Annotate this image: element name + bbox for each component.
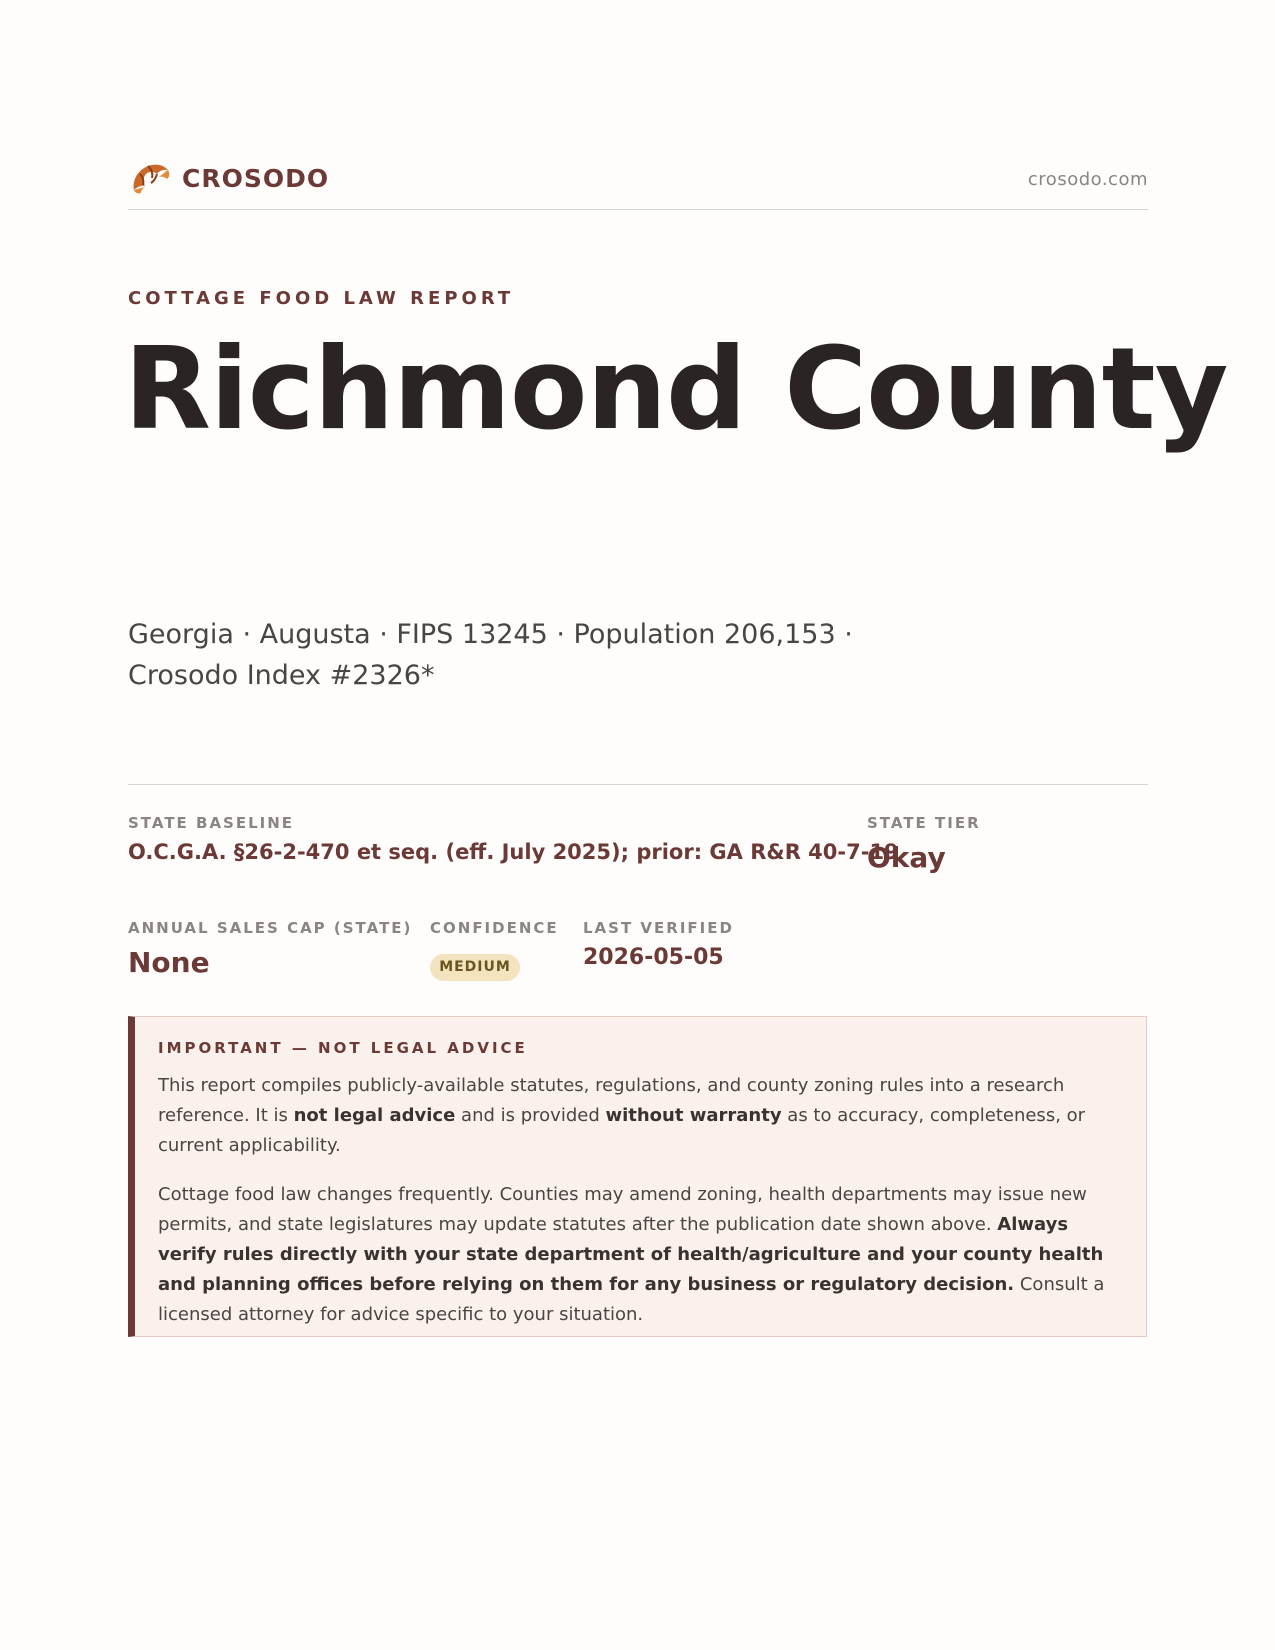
- county-meta-line-2: Crosodo Index #2326*: [128, 660, 435, 691]
- last-verified-value: 2026-05-05: [583, 945, 724, 970]
- confidence-label: CONFIDENCE: [430, 919, 559, 937]
- croissant-icon: [130, 160, 172, 198]
- page-header: [128, 160, 1148, 210]
- notice-paragraph-2: [158, 1180, 1128, 1330]
- brand-name: CROSODO: [182, 164, 330, 193]
- page-title: Richmond County: [124, 323, 1228, 455]
- legal-notice: [128, 1016, 1147, 1337]
- sales-cap-label: ANNUAL SALES CAP (STATE): [128, 919, 413, 937]
- last-verified-label: LAST VERIFIED: [583, 919, 734, 937]
- section-divider: [128, 784, 1148, 785]
- notice-emphasis: without warranty: [605, 1105, 782, 1126]
- county-meta: [128, 614, 888, 696]
- sales-cap-value: None: [128, 946, 210, 979]
- header-divider: [128, 209, 1148, 210]
- notice-paragraph-1: [158, 1071, 1128, 1161]
- confidence-badge: MEDIUM: [430, 954, 520, 981]
- notice-text: and is provided: [455, 1105, 606, 1126]
- state-baseline-label: STATE BASELINE: [128, 814, 295, 832]
- state-tier-value: Okay: [867, 841, 946, 874]
- notice-emphasis: not legal advice: [293, 1105, 456, 1126]
- state-baseline-value: O.C.G.A. §26-2-470 et seq. (eff. July 2025); prior: GA R&R 40-7-19: [128, 840, 899, 864]
- notice-title: IMPORTANT — NOT LEGAL ADVICE: [158, 1039, 528, 1057]
- notice-text: This report compiles publicly-available statutes, regulations, and county zoning rules into a research reference. It is: [158, 1075, 1065, 1126]
- site-url[interactable]: crosodo.com: [1027, 169, 1148, 190]
- notice-text: Cottage food law changes frequently. Counties may amend zoning, health departments may issue new permits, and state legislatures may update statutes after the publication date shown above.: [158, 1184, 1087, 1235]
- county-meta-line-1: Georgia · Augusta · FIPS 13245 · Population 206,153 ·: [128, 619, 853, 650]
- notice-text: Consult a licensed attorney for advice specific to your situation.: [158, 1274, 1105, 1325]
- notice-text: as to accuracy, completeness, or current applicability.: [158, 1105, 1086, 1156]
- state-tier-label: STATE TIER: [867, 814, 981, 832]
- notice-emphasis: Always verify rules directly with your state department of health/agriculture and your county health and planning offices before relying on them for any business or regulatory decision.: [158, 1214, 1104, 1295]
- report-eyebrow: COTTAGE FOOD LAW REPORT: [128, 288, 515, 309]
